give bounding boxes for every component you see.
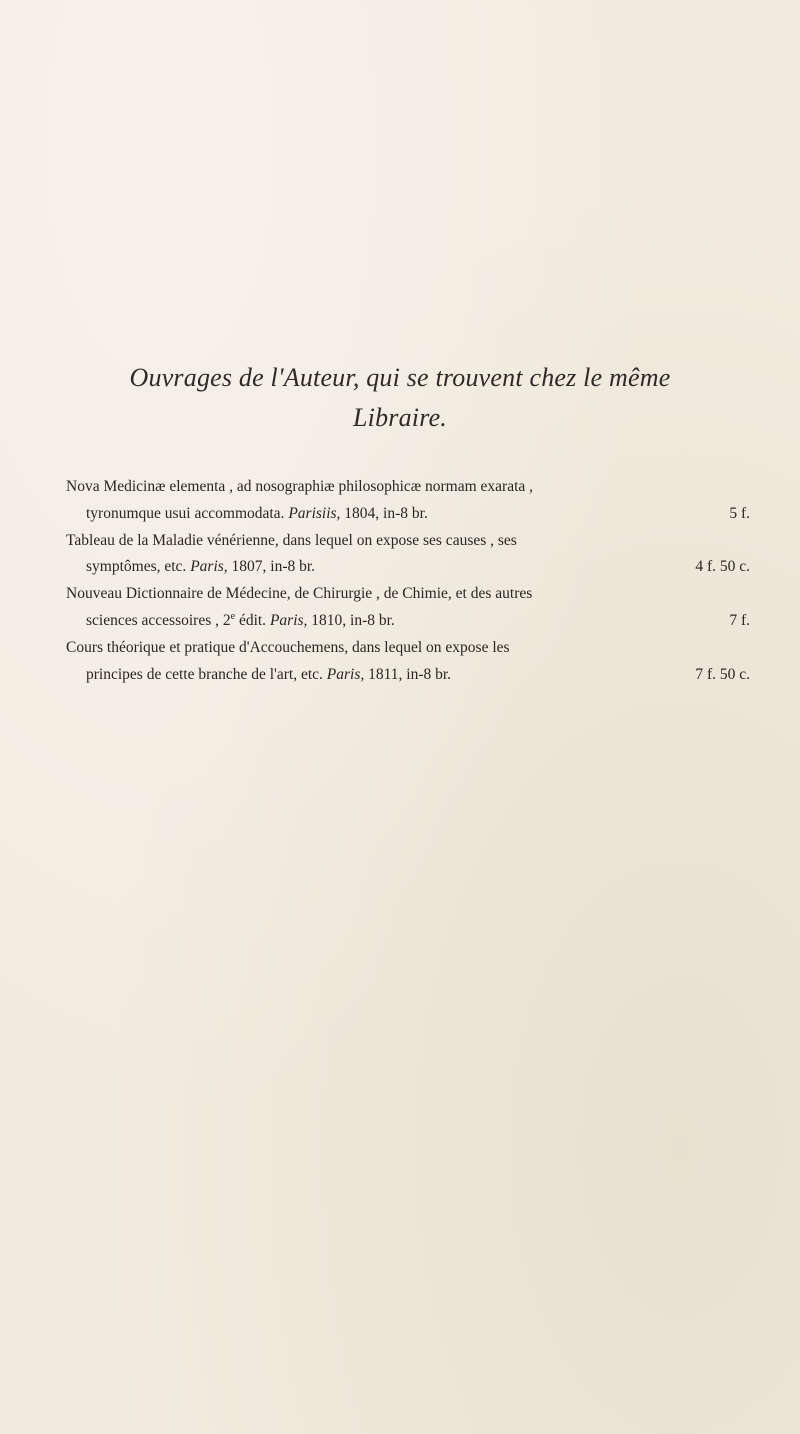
entry-description: symptômes, etc. (86, 558, 191, 576)
entry-format: 1804, in-8 br. (340, 504, 428, 522)
entry-title-line: Nova Medicinæ elementa , ad nosographiæ philosophicæ normam exarata , (66, 478, 534, 495)
entry-description: principes de cette branche de l'art, etc. (86, 665, 327, 683)
entry-title-line: Cours théorique et pratique d'Accouchemens, dans lequel on expose les (66, 638, 510, 656)
entry-price: 5 f. (729, 504, 750, 522)
entry-place: Parisiis, (288, 504, 341, 522)
works-list (66, 474, 750, 688)
entry-format: 1807, in-8 br. (227, 558, 316, 576)
work-entry-nova-medicinae (66, 474, 750, 528)
entry-format: 1811, in-8 br. (364, 665, 452, 683)
heading-line-1: Ouvrages de l'Auteur, qui se trouvent chez le même (129, 363, 671, 392)
entry-edition: édit. (235, 611, 270, 629)
entry-place: Paris, (326, 665, 365, 683)
entry-edition-superscript: e (230, 610, 236, 622)
heading (60, 358, 740, 438)
entry-details-line (66, 501, 750, 528)
entry-details-line (66, 554, 750, 581)
entry-price: 7 f. 50 c. (695, 665, 750, 683)
entry-details-line (66, 608, 750, 635)
work-entry-cours-accouchemens (66, 635, 750, 689)
entry-price: 4 f. 50 c. (695, 558, 750, 576)
entry-place: Paris, (269, 611, 308, 629)
entry-details-line (66, 662, 750, 689)
entry-title-line: Nouveau Dictionnaire de Médecine, de Chirurgie , de Chimie, et des autres (66, 585, 533, 603)
entry-place: Paris, (190, 558, 228, 576)
entry-format: 1810, in-8 br. (307, 611, 395, 629)
work-entry-maladie-venerienne (66, 528, 750, 582)
entry-title-line: Tableau de la Maladie vénérienne, dans lequel on expose ses causes , ses (66, 531, 517, 549)
entry-price: 7 f. (729, 611, 750, 629)
heading-line-2: Libraire. (352, 403, 448, 432)
entry-description: sciences accessoires , 2 (86, 611, 231, 629)
entry-description: tyronumque usui accommodata. (86, 504, 289, 522)
work-entry-dictionnaire-medecine (66, 581, 750, 635)
